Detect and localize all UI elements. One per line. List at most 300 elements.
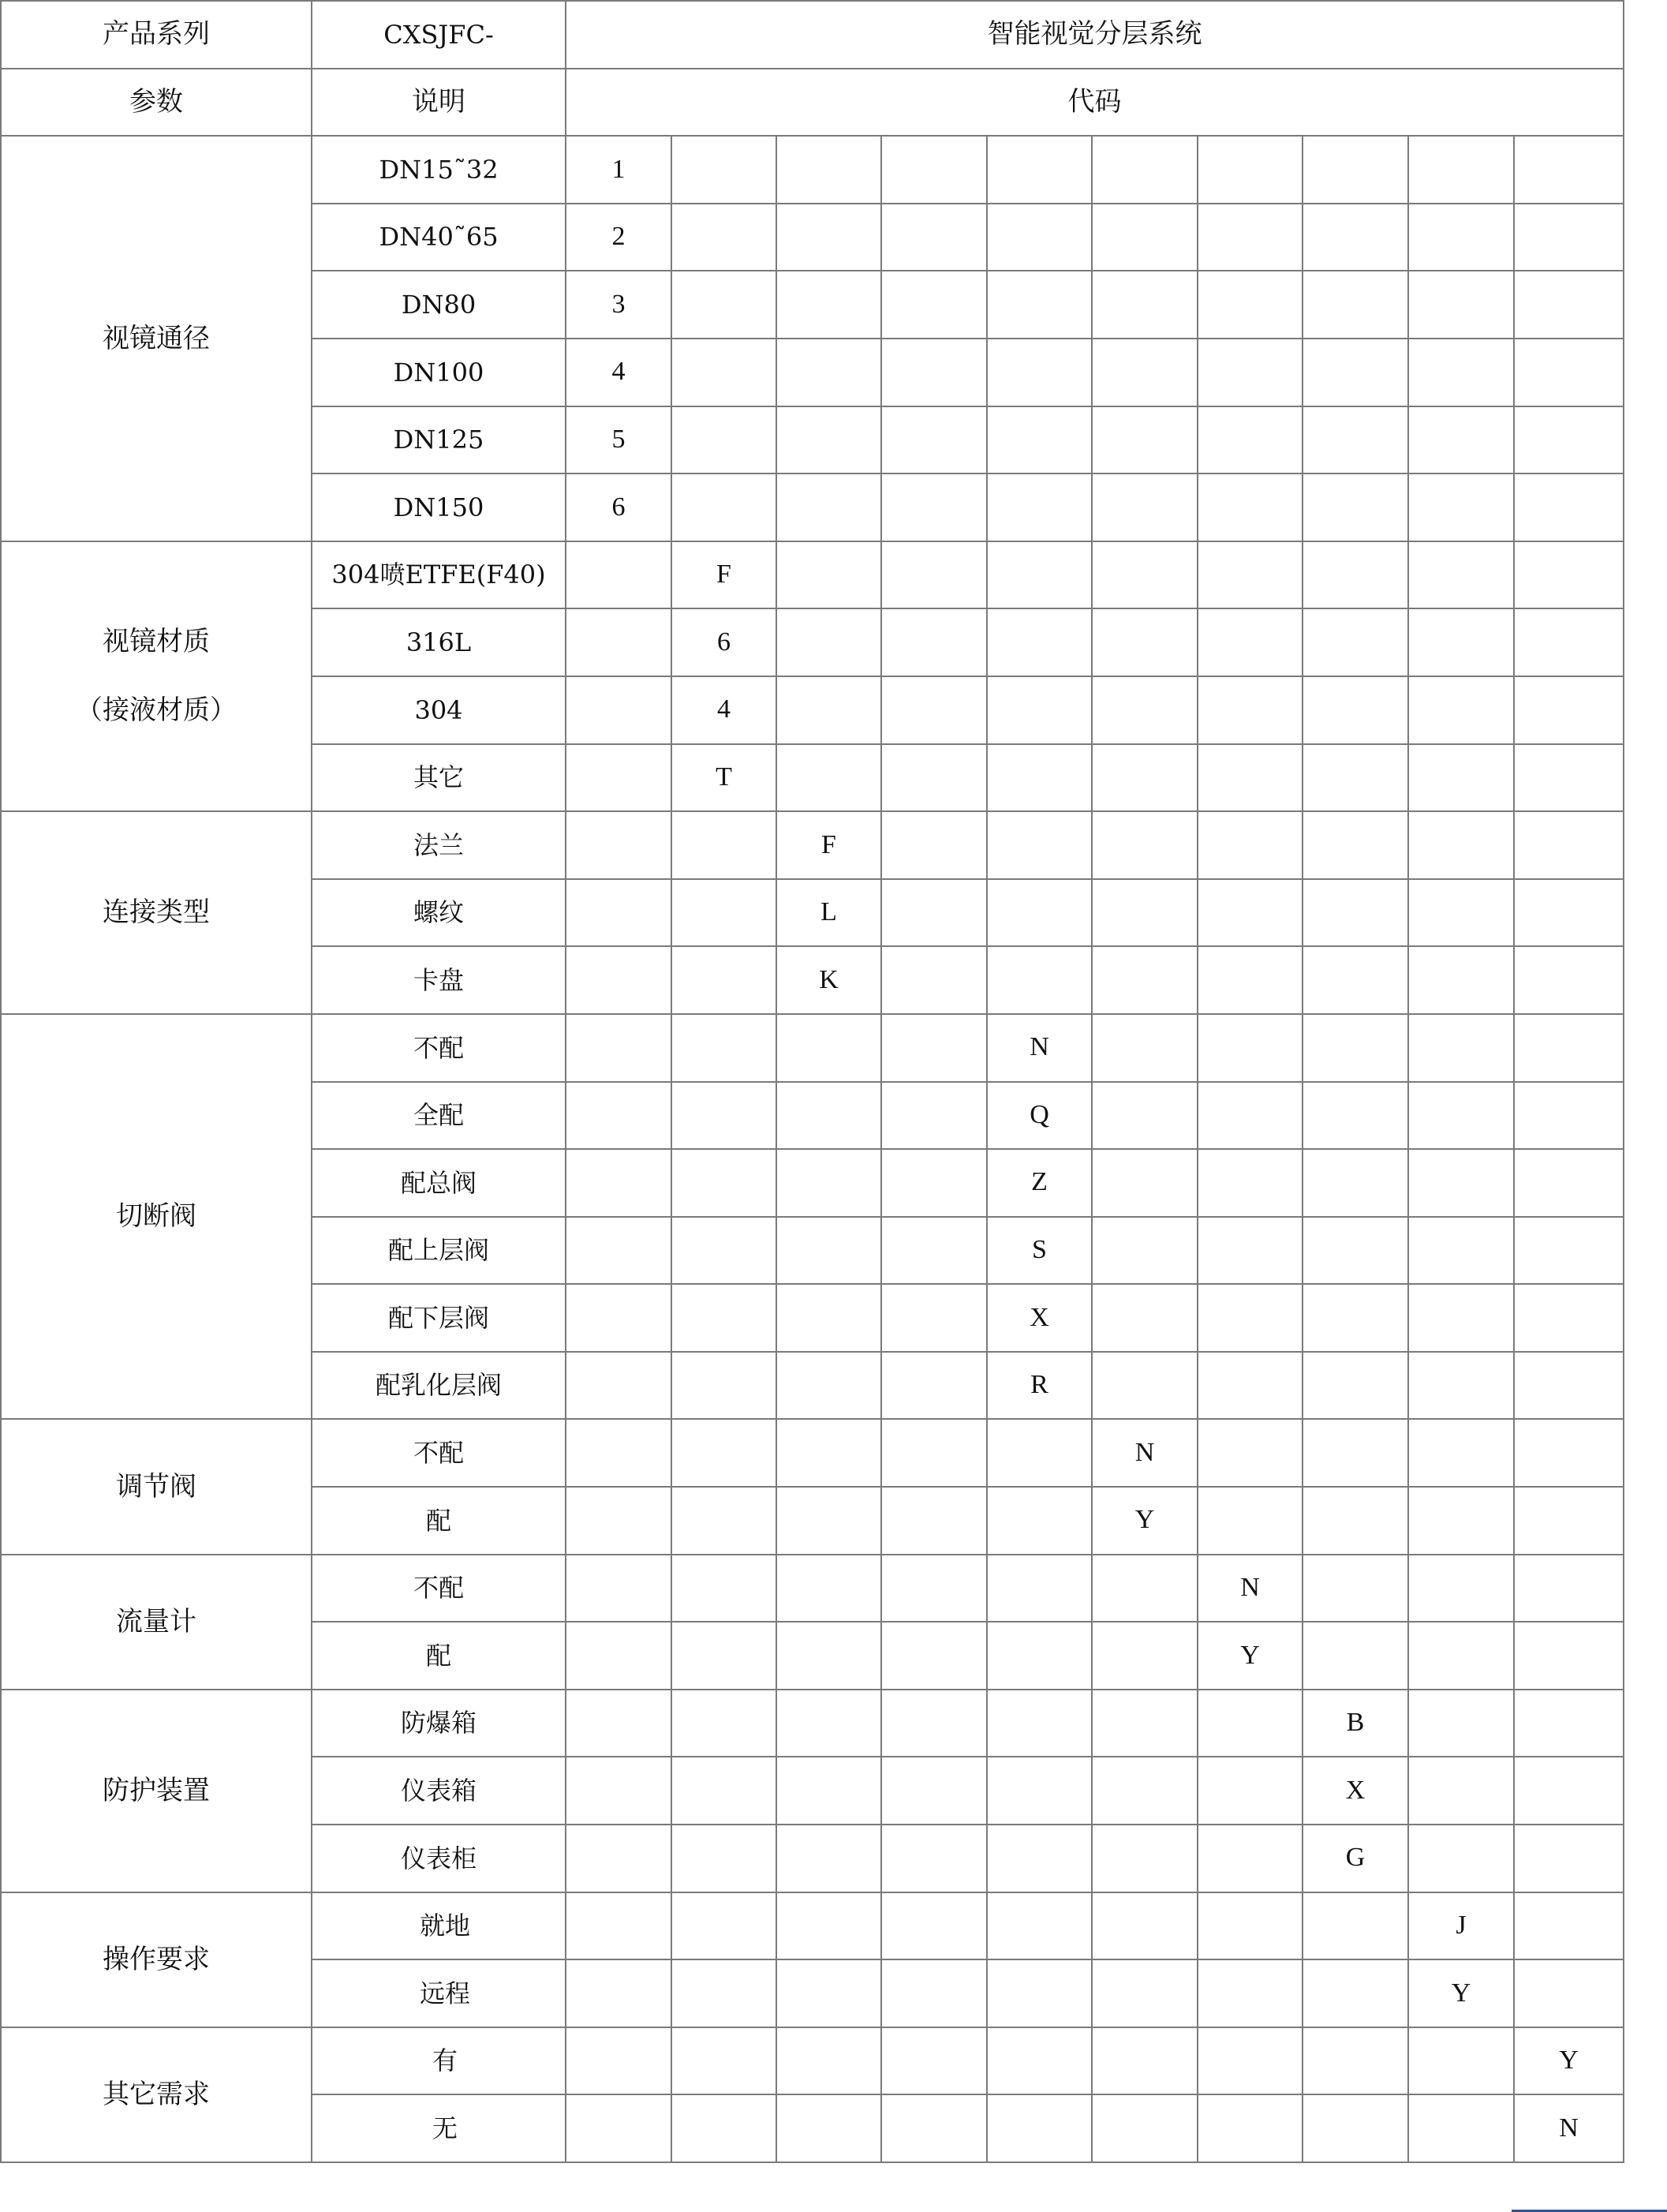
option-description: 全配	[312, 1082, 566, 1150]
param-column-header: 参数	[1, 69, 312, 137]
empty-code-cell	[881, 1825, 987, 1892]
empty-code-cell	[776, 271, 881, 339]
option-code: 6	[671, 608, 776, 676]
empty-code-cell	[776, 339, 881, 406]
empty-code-cell	[1303, 2027, 1408, 2095]
empty-code-cell	[1514, 1959, 1624, 2027]
param-group-label	[1, 541, 312, 811]
empty-code-cell	[1514, 1622, 1624, 1690]
empty-code-cell	[776, 1555, 881, 1623]
empty-code-cell	[881, 946, 987, 1014]
option-code: L	[776, 879, 881, 947]
empty-code-cell	[1198, 1352, 1303, 1420]
empty-code-cell	[1408, 1217, 1514, 1285]
empty-code-cell	[1092, 1014, 1198, 1082]
option-code: F	[671, 541, 776, 609]
empty-code-cell	[987, 2094, 1092, 2162]
empty-code-cell	[1198, 1959, 1303, 2027]
empty-code-cell	[566, 1284, 671, 1352]
empty-code-cell	[1198, 1757, 1303, 1825]
empty-code-cell	[1408, 1014, 1514, 1082]
header-row-series	[1, 1, 1624, 69]
empty-code-cell	[566, 1825, 671, 1892]
empty-code-cell	[1198, 406, 1303, 474]
option-code: 3	[566, 271, 671, 339]
empty-code-cell	[1303, 879, 1408, 947]
empty-code-cell	[566, 1217, 671, 1285]
table-row	[1, 1690, 1624, 1757]
empty-code-cell	[1198, 473, 1303, 541]
empty-code-cell	[566, 608, 671, 676]
empty-code-cell	[881, 1284, 987, 1352]
empty-code-cell	[1408, 879, 1514, 947]
empty-code-cell	[987, 541, 1092, 609]
empty-code-cell	[671, 946, 776, 1014]
empty-code-cell	[1092, 1555, 1198, 1623]
series-value: CXSJFC-	[312, 1, 566, 69]
empty-code-cell	[1514, 1419, 1624, 1487]
empty-code-cell	[1514, 1352, 1624, 1420]
empty-code-cell	[776, 1690, 881, 1757]
empty-code-cell	[566, 1622, 671, 1690]
empty-code-cell	[881, 879, 987, 947]
empty-code-cell	[566, 1757, 671, 1825]
option-code: Z	[987, 1149, 1092, 1217]
option-description: 配	[312, 1487, 566, 1555]
table-body	[1, 1, 1624, 2162]
empty-code-cell	[881, 811, 987, 879]
empty-code-cell	[1408, 1352, 1514, 1420]
option-code: G	[1303, 1825, 1408, 1892]
empty-code-cell	[1408, 136, 1514, 204]
empty-code-cell	[987, 811, 1092, 879]
empty-code-cell	[1198, 1149, 1303, 1217]
empty-code-cell	[1198, 339, 1303, 406]
empty-code-cell	[776, 1217, 881, 1285]
empty-code-cell	[1092, 406, 1198, 474]
empty-code-cell	[987, 946, 1092, 1014]
empty-code-cell	[1408, 204, 1514, 271]
empty-code-cell	[566, 541, 671, 609]
empty-code-cell	[987, 608, 1092, 676]
empty-code-cell	[1303, 1284, 1408, 1352]
empty-code-cell	[1092, 136, 1198, 204]
option-code: N	[1198, 1555, 1303, 1623]
empty-code-cell	[881, 1555, 987, 1623]
empty-code-cell	[566, 1555, 671, 1623]
empty-code-cell	[881, 676, 987, 744]
option-code: 5	[566, 406, 671, 474]
option-description: 无	[312, 2094, 566, 2162]
empty-code-cell	[671, 1825, 776, 1892]
option-description: DN40˜65	[312, 204, 566, 271]
empty-code-cell	[776, 608, 881, 676]
empty-code-cell	[1514, 1217, 1624, 1285]
empty-code-cell	[776, 1622, 881, 1690]
option-code: 1	[566, 136, 671, 204]
empty-code-cell	[1198, 811, 1303, 879]
empty-code-cell	[566, 946, 671, 1014]
param-group-subtitle: （接液材质）	[76, 694, 237, 726]
empty-code-cell	[671, 1555, 776, 1623]
empty-code-cell	[1408, 1555, 1514, 1623]
empty-code-cell	[987, 136, 1092, 204]
empty-code-cell	[671, 339, 776, 406]
option-description: 仪表箱	[312, 1757, 566, 1825]
empty-code-cell	[1408, 676, 1514, 744]
empty-code-cell	[1198, 1419, 1303, 1487]
empty-code-cell	[1303, 1352, 1408, 1420]
empty-code-cell	[1408, 1082, 1514, 1150]
empty-code-cell	[566, 1959, 671, 2027]
empty-code-cell	[1198, 1217, 1303, 1285]
empty-code-cell	[1092, 204, 1198, 271]
empty-code-cell	[776, 1959, 881, 2027]
table-row	[1, 2027, 1624, 2095]
empty-code-cell	[987, 204, 1092, 271]
option-description: 配下层阀	[312, 1284, 566, 1352]
empty-code-cell	[1514, 811, 1624, 879]
empty-code-cell	[881, 1757, 987, 1825]
empty-code-cell	[1198, 1082, 1303, 1150]
param-group-title: 视镜材质	[103, 626, 210, 658]
empty-code-cell	[776, 1757, 881, 1825]
empty-code-cell	[1303, 1014, 1408, 1082]
empty-code-cell	[987, 1959, 1092, 2027]
empty-code-cell	[1514, 339, 1624, 406]
empty-code-cell	[1514, 1825, 1624, 1892]
empty-code-cell	[1092, 608, 1198, 676]
option-description: DN150	[312, 473, 566, 541]
empty-code-cell	[1303, 1622, 1408, 1690]
empty-code-cell	[671, 811, 776, 879]
empty-code-cell	[1408, 2027, 1514, 2095]
option-code: N	[1092, 1419, 1198, 1487]
empty-code-cell	[881, 271, 987, 339]
empty-code-cell	[1092, 1217, 1198, 1285]
empty-code-cell	[1408, 1690, 1514, 1757]
option-description: 法兰	[312, 811, 566, 879]
option-code: S	[987, 1217, 1092, 1285]
option-description: 不配	[312, 1419, 566, 1487]
empty-code-cell	[1514, 1487, 1624, 1555]
option-description: 不配	[312, 1014, 566, 1082]
empty-code-cell	[1514, 1892, 1624, 1960]
empty-code-cell	[566, 2027, 671, 2095]
system-name: 智能视觉分层系统	[566, 1, 1624, 69]
empty-code-cell	[881, 1622, 987, 1690]
empty-code-cell	[1092, 1690, 1198, 1757]
empty-code-cell	[1408, 1284, 1514, 1352]
empty-code-cell	[776, 1014, 881, 1082]
empty-code-cell	[987, 1419, 1092, 1487]
empty-code-cell	[987, 339, 1092, 406]
empty-code-cell	[566, 1014, 671, 1082]
empty-code-cell	[566, 744, 671, 812]
table-row	[1, 811, 1624, 879]
option-code: J	[1408, 1892, 1514, 1960]
empty-code-cell	[671, 1419, 776, 1487]
option-code: Y	[1514, 2027, 1624, 2095]
empty-code-cell	[1514, 744, 1624, 812]
option-code: F	[776, 811, 881, 879]
empty-code-cell	[987, 1555, 1092, 1623]
empty-code-cell	[1514, 1555, 1624, 1623]
empty-code-cell	[1092, 1622, 1198, 1690]
option-description: DN80	[312, 271, 566, 339]
empty-code-cell	[566, 811, 671, 879]
empty-code-cell	[566, 676, 671, 744]
empty-code-cell	[987, 271, 1092, 339]
empty-code-cell	[881, 1959, 987, 2027]
empty-code-cell	[671, 1014, 776, 1082]
option-description: 有	[312, 2027, 566, 2095]
option-code: T	[671, 744, 776, 812]
empty-code-cell	[1408, 1757, 1514, 1825]
empty-code-cell	[776, 473, 881, 541]
empty-code-cell	[1303, 946, 1408, 1014]
empty-code-cell	[987, 1487, 1092, 1555]
table-row	[1, 1555, 1624, 1623]
empty-code-cell	[1303, 271, 1408, 339]
option-description: 就地	[312, 1892, 566, 1960]
empty-code-cell	[1198, 1892, 1303, 1960]
option-description: 配上层阀	[312, 1217, 566, 1285]
empty-code-cell	[1514, 136, 1624, 204]
empty-code-cell	[1092, 2094, 1198, 2162]
empty-code-cell	[1198, 1014, 1303, 1082]
empty-code-cell	[1198, 1825, 1303, 1892]
empty-code-cell	[987, 1825, 1092, 1892]
empty-code-cell	[1408, 811, 1514, 879]
empty-code-cell	[776, 1082, 881, 1150]
empty-code-cell	[987, 1757, 1092, 1825]
option-code: 2	[566, 204, 671, 271]
empty-code-cell	[566, 1892, 671, 1960]
empty-code-cell	[1092, 473, 1198, 541]
param-group-label: 视镜通径	[1, 136, 312, 541]
empty-code-cell	[776, 406, 881, 474]
empty-code-cell	[1092, 744, 1198, 812]
empty-code-cell	[1092, 1892, 1198, 1960]
empty-code-cell	[1514, 204, 1624, 271]
empty-code-cell	[881, 541, 987, 609]
option-description: DN100	[312, 339, 566, 406]
empty-code-cell	[566, 1149, 671, 1217]
empty-code-cell	[1092, 1959, 1198, 2027]
empty-code-cell	[1408, 744, 1514, 812]
empty-code-cell	[1198, 2027, 1303, 2095]
empty-code-cell	[1198, 2094, 1303, 2162]
option-description: 远程	[312, 1959, 566, 2027]
empty-code-cell	[1303, 2094, 1408, 2162]
empty-code-cell	[987, 879, 1092, 947]
empty-code-cell	[881, 1352, 987, 1420]
empty-code-cell	[1092, 946, 1198, 1014]
empty-code-cell	[881, 1690, 987, 1757]
table-row	[1, 1419, 1624, 1487]
option-code: K	[776, 946, 881, 1014]
empty-code-cell	[1303, 406, 1408, 474]
empty-code-cell	[1408, 1622, 1514, 1690]
empty-code-cell	[1408, 473, 1514, 541]
empty-code-cell	[1198, 271, 1303, 339]
empty-code-cell	[1408, 1149, 1514, 1217]
option-code: X	[987, 1284, 1092, 1352]
param-group-label: 流量计	[1, 1555, 312, 1690]
empty-code-cell	[776, 541, 881, 609]
option-code: Y	[1198, 1622, 1303, 1690]
option-code: N	[1514, 2094, 1624, 2162]
empty-code-cell	[1408, 1825, 1514, 1892]
empty-code-cell	[1514, 676, 1624, 744]
empty-code-cell	[1303, 1149, 1408, 1217]
empty-code-cell	[566, 1419, 671, 1487]
empty-code-cell	[881, 339, 987, 406]
empty-code-cell	[881, 1217, 987, 1285]
empty-code-cell	[671, 271, 776, 339]
empty-code-cell	[987, 406, 1092, 474]
empty-code-cell	[1303, 1892, 1408, 1960]
empty-code-cell	[1198, 608, 1303, 676]
empty-code-cell	[776, 2027, 881, 2095]
empty-code-cell	[566, 879, 671, 947]
empty-code-cell	[881, 204, 987, 271]
empty-code-cell	[1514, 541, 1624, 609]
param-group-label: 连接类型	[1, 811, 312, 1014]
empty-code-cell	[1408, 406, 1514, 474]
option-code: N	[987, 1014, 1092, 1082]
empty-code-cell	[1092, 1149, 1198, 1217]
empty-code-cell	[1092, 1825, 1198, 1892]
option-description: 配乳化层阀	[312, 1352, 566, 1420]
param-group-label: 调节阀	[1, 1419, 312, 1554]
empty-code-cell	[1408, 1419, 1514, 1487]
empty-code-cell	[1198, 1690, 1303, 1757]
empty-code-cell	[881, 1082, 987, 1150]
empty-code-cell	[1092, 1352, 1198, 1420]
empty-code-cell	[1303, 608, 1408, 676]
empty-code-cell	[1514, 1284, 1624, 1352]
empty-code-cell	[1092, 271, 1198, 339]
option-description: 配	[312, 1622, 566, 1690]
option-description: DN125	[312, 406, 566, 474]
empty-code-cell	[1303, 811, 1408, 879]
empty-code-cell	[1303, 744, 1408, 812]
empty-code-cell	[776, 136, 881, 204]
empty-code-cell	[987, 1622, 1092, 1690]
empty-code-cell	[1198, 204, 1303, 271]
empty-code-cell	[1092, 1284, 1198, 1352]
empty-code-cell	[1198, 744, 1303, 812]
option-description: 304	[312, 676, 566, 744]
option-code: B	[1303, 1690, 1408, 1757]
empty-code-cell	[881, 1149, 987, 1217]
empty-code-cell	[1514, 1690, 1624, 1757]
empty-code-cell	[671, 879, 776, 947]
table-row	[1, 541, 1624, 609]
empty-code-cell	[671, 1757, 776, 1825]
param-group-label: 操作要求	[1, 1892, 312, 2027]
empty-code-cell	[671, 2027, 776, 2095]
empty-code-cell	[1303, 339, 1408, 406]
empty-code-cell	[1514, 1757, 1624, 1825]
empty-code-cell	[1514, 1014, 1624, 1082]
empty-code-cell	[776, 204, 881, 271]
empty-code-cell	[776, 1487, 881, 1555]
empty-code-cell	[566, 1352, 671, 1420]
option-code: Q	[987, 1082, 1092, 1150]
option-description: 卡盘	[312, 946, 566, 1014]
empty-code-cell	[1514, 473, 1624, 541]
empty-code-cell	[1408, 271, 1514, 339]
empty-code-cell	[1198, 136, 1303, 204]
empty-code-cell	[1514, 1082, 1624, 1150]
empty-code-cell	[1303, 136, 1408, 204]
empty-code-cell	[1303, 1419, 1408, 1487]
empty-code-cell	[671, 1690, 776, 1757]
empty-code-cell	[1303, 204, 1408, 271]
empty-code-cell	[566, 1690, 671, 1757]
empty-code-cell	[776, 744, 881, 812]
empty-code-cell	[1408, 608, 1514, 676]
option-code: 4	[566, 339, 671, 406]
empty-code-cell	[776, 1892, 881, 1960]
option-description: 配总阀	[312, 1149, 566, 1217]
table-row	[1, 1014, 1624, 1082]
empty-code-cell	[1303, 1555, 1408, 1623]
option-code: Y	[1092, 1487, 1198, 1555]
empty-code-cell	[671, 2094, 776, 2162]
empty-code-cell	[671, 1622, 776, 1690]
empty-code-cell	[1092, 1757, 1198, 1825]
empty-code-cell	[1198, 1487, 1303, 1555]
option-code: Y	[1408, 1959, 1514, 2027]
empty-code-cell	[881, 744, 987, 812]
empty-code-cell	[1303, 1217, 1408, 1285]
empty-code-cell	[987, 744, 1092, 812]
option-description: 不配	[312, 1555, 566, 1623]
option-description: 螺纹	[312, 879, 566, 947]
option-code: X	[1303, 1757, 1408, 1825]
empty-code-cell	[1303, 676, 1408, 744]
empty-code-cell	[1514, 946, 1624, 1014]
option-description: DN15˜32	[312, 136, 566, 204]
empty-code-cell	[671, 1217, 776, 1285]
table-row	[1, 136, 1624, 204]
empty-code-cell	[1408, 541, 1514, 609]
empty-code-cell	[1092, 339, 1198, 406]
empty-code-cell	[776, 1352, 881, 1420]
empty-code-cell	[776, 1419, 881, 1487]
option-code: 4	[671, 676, 776, 744]
empty-code-cell	[671, 1487, 776, 1555]
param-group-label: 其它需求	[1, 2027, 312, 2162]
empty-code-cell	[776, 676, 881, 744]
empty-code-cell	[1303, 1959, 1408, 2027]
empty-code-cell	[1092, 2027, 1198, 2095]
empty-code-cell	[1408, 339, 1514, 406]
option-code: R	[987, 1352, 1092, 1420]
empty-code-cell	[881, 1419, 987, 1487]
empty-code-cell	[881, 1487, 987, 1555]
empty-code-cell	[1198, 879, 1303, 947]
empty-code-cell	[881, 608, 987, 676]
empty-code-cell	[1303, 541, 1408, 609]
empty-code-cell	[1092, 879, 1198, 947]
empty-code-cell	[1092, 676, 1198, 744]
empty-code-cell	[881, 1892, 987, 1960]
